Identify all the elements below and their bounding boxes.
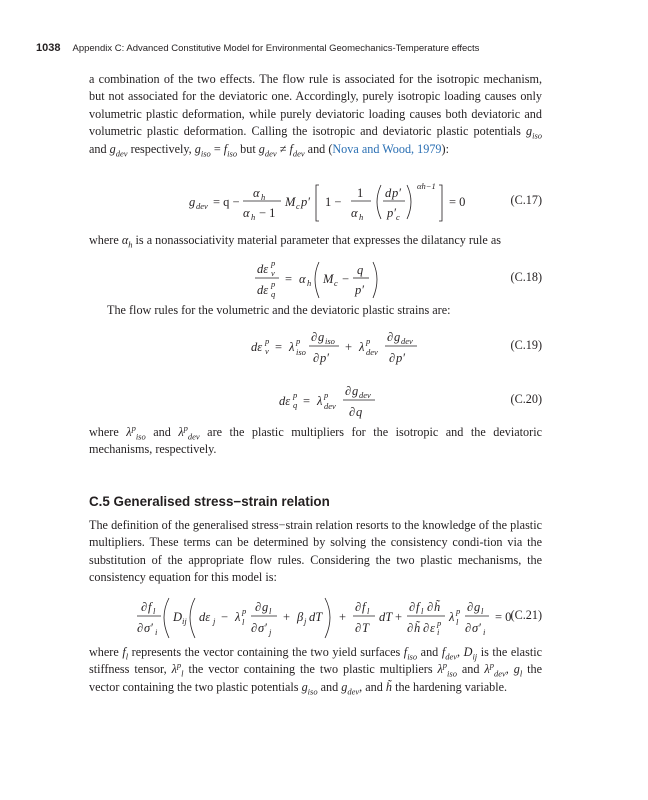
svg-text:p: p	[456, 606, 461, 616]
svg-text:= q −: = q −	[213, 195, 240, 209]
svg-text:∂: ∂	[407, 621, 414, 635]
svg-text:i: i	[483, 627, 486, 637]
svg-text:−: −	[221, 610, 229, 624]
citation-link[interactable]: Nova and Wood, 1979	[332, 141, 442, 156]
svg-text:=: =	[303, 394, 311, 408]
svg-text:ε: ε	[430, 621, 435, 635]
svg-text:q: q	[293, 400, 298, 410]
svg-text:+: +	[339, 610, 347, 624]
equation-c17-formula	[89, 177, 489, 223]
svg-text:∂: ∂	[349, 405, 356, 419]
svg-text:p: p	[366, 336, 371, 346]
svg-text:dε: dε	[257, 283, 269, 297]
svg-text:M: M	[323, 272, 334, 286]
svg-text:∂: ∂	[423, 621, 430, 635]
svg-text:dev: dev	[366, 347, 378, 357]
svg-text:dε: dε	[199, 610, 211, 624]
svg-text:v: v	[271, 268, 275, 278]
svg-text:p: p	[271, 279, 276, 289]
svg-text:l: l	[153, 606, 156, 616]
svg-text:β: β	[297, 610, 304, 624]
running-head	[36, 40, 596, 56]
svg-text:dε: dε	[257, 262, 269, 276]
svg-text:∂: ∂	[467, 600, 474, 614]
svg-text:q: q	[271, 289, 276, 299]
equation-c21	[89, 592, 542, 638]
svg-text:dev: dev	[196, 201, 208, 211]
svg-text:l: l	[456, 617, 459, 627]
svg-text:h: h	[251, 212, 256, 222]
paragraph-where-final: where $f_l$ represents the vector containing the two yield surfaces $f_{iso}$ and $f_{dev}$, $D_{ij}$ is the elastic stiffness tensor, $\lambda^p_l$ the vector containing the two plastic multipliers $\lambda^p_{iso}$ and $\lambda^p_{dev}$, $g_l$ the vector containing the two plastic potentials $g_{iso}$ and $g_{dev}$, and h̃ the hardening variable.	[89, 645, 543, 697]
svg-text:∂: ∂	[313, 351, 320, 365]
svg-text:λ: λ	[289, 340, 295, 354]
svg-text:h̃: h̃	[414, 621, 421, 635]
svg-text:∂: ∂	[355, 621, 362, 635]
svg-text:+: +	[395, 610, 403, 624]
equation-c17	[89, 177, 542, 223]
svg-text:− 1: − 1	[259, 206, 276, 220]
svg-text:p′: p′	[355, 283, 364, 297]
svg-text:σ′: σ′	[472, 621, 481, 635]
svg-text:σ′: σ′	[258, 621, 267, 635]
svg-text:p: p	[437, 618, 442, 628]
svg-text:g: g	[318, 330, 325, 344]
svg-text:p: p	[271, 258, 276, 268]
equation-c19	[89, 322, 542, 368]
svg-text:dev: dev	[359, 390, 371, 400]
svg-text:∂: ∂	[355, 600, 362, 614]
svg-text:f: f	[416, 600, 420, 614]
svg-text:∂: ∂	[389, 351, 396, 365]
svg-text:l: l	[367, 606, 370, 616]
paragraph-flow-rules: The flow rules for the volumetric and the deviatoric plastic strains are:	[107, 303, 451, 317]
running-title: Appendix C: Advanced Constitutive Model for Environmental Geomechanics-Temperature effects	[72, 43, 480, 54]
equation-c20	[89, 376, 542, 422]
svg-text:α: α	[243, 206, 250, 220]
svg-text:g: g	[352, 384, 359, 398]
svg-text:−: −	[342, 272, 350, 286]
svg-text:dev: dev	[324, 401, 336, 411]
svg-text:h̃: h̃	[434, 600, 441, 614]
svg-text:i: i	[155, 627, 158, 637]
svg-text:l: l	[242, 617, 245, 627]
svg-text:= 0: = 0	[449, 195, 466, 209]
svg-text:d: d	[385, 186, 392, 200]
svg-text:g: g	[474, 600, 481, 614]
svg-text:dev: dev	[401, 336, 413, 346]
svg-text:dT: dT	[309, 610, 323, 624]
svg-text:dε: dε	[279, 394, 291, 408]
svg-text:λ: λ	[235, 610, 241, 624]
paragraph-definition: The definition of the generalised stress−strain relation resorts to the knowledge of the plastic multipliers. These terms can be determined by solving the consistency condi-tion via the substitution of the appropriate flow rules. Considering the two plastic mechanisms, the consistency equation for this model is:	[89, 518, 542, 585]
svg-text:λ: λ	[317, 394, 323, 408]
svg-text:j: j	[304, 616, 307, 626]
svg-text:λ: λ	[449, 610, 455, 624]
equation-label: (C.21)	[510, 608, 542, 622]
svg-text:∂: ∂	[387, 330, 394, 344]
svg-text:T: T	[362, 621, 369, 635]
svg-text:iso: iso	[325, 336, 335, 346]
svg-text:p′: p′	[301, 195, 310, 209]
svg-text:g: g	[189, 195, 196, 209]
equation-label: (C.19)	[510, 338, 542, 352]
svg-text:j: j	[269, 627, 272, 637]
svg-text:∂: ∂	[251, 621, 258, 635]
svg-text:p′: p′	[396, 351, 405, 365]
equation-c21-formula	[89, 592, 512, 638]
svg-text:λ: λ	[359, 340, 365, 354]
svg-text:+: +	[345, 340, 353, 354]
svg-text:p: p	[265, 336, 270, 346]
svg-text:∂: ∂	[141, 600, 148, 614]
svg-text:p′: p′	[392, 186, 401, 200]
svg-text:p: p	[324, 390, 329, 400]
svg-text:p′: p′	[387, 206, 396, 220]
svg-text:h: h	[359, 212, 364, 222]
svg-text:∂: ∂	[137, 621, 144, 635]
svg-text:c: c	[396, 212, 400, 222]
equation-c19-formula	[89, 322, 419, 368]
svg-text:l: l	[481, 606, 484, 616]
svg-text:+: +	[283, 610, 291, 624]
svg-text:g: g	[262, 600, 269, 614]
svg-text:iso: iso	[296, 347, 306, 357]
svg-text:l: l	[421, 606, 424, 616]
equation-c18	[89, 254, 542, 300]
svg-text:1 −: 1 −	[325, 195, 342, 209]
svg-text:h: h	[261, 192, 266, 202]
svg-text:=: =	[285, 272, 293, 286]
svg-text:∂: ∂	[465, 621, 472, 635]
paragraph-multipliers: where $\lambda^p_{iso}$ and $\lambda^p_{dev}$ are the plastic multipliers for the isotropic and the deviatoric mechanisms, respectively.	[89, 422, 542, 457]
svg-text:M: M	[285, 195, 296, 209]
svg-text:=: =	[275, 340, 283, 354]
svg-text:f: f	[362, 600, 366, 614]
svg-text:q: q	[357, 263, 364, 277]
svg-text:c: c	[334, 278, 338, 288]
svg-text:∂: ∂	[427, 600, 434, 614]
page-number: 1038	[36, 42, 61, 54]
svg-text:p′: p′	[320, 351, 329, 365]
svg-text:D: D	[173, 610, 183, 624]
svg-text:q: q	[356, 405, 363, 419]
svg-text:α: α	[253, 186, 260, 200]
svg-text:ij: ij	[182, 616, 187, 626]
equation-label: (C.17)	[510, 193, 542, 207]
paragraph-intro: a combination of the two effects. The flow rule is associated for the isotropic mechanism, but not associated for the deviatoric one. Accordingly, purely isotropic loading causes only volumetric plastic deformation, while purely deviatoric loading causes both deviatoric and volumetric plastic deformation. Calling the isotropic and deviatoric plastic potentials $g_{iso}$ and $g_{dev}$ respectively, $g_{iso} = f_{iso}$ but $g_{dev} \ne f_{dev}$ and (Nova and Wood, 1979):	[89, 72, 542, 159]
svg-text:∂: ∂	[311, 330, 318, 344]
svg-text:dT: dT	[379, 610, 393, 624]
svg-text:p: p	[293, 390, 298, 400]
svg-text:dε: dε	[251, 340, 263, 354]
svg-text:αh−1: αh−1	[417, 181, 436, 191]
svg-text:∂: ∂	[255, 600, 262, 614]
svg-text:α: α	[299, 272, 306, 286]
svg-text:σ′: σ′	[144, 621, 153, 635]
svg-text:h: h	[307, 278, 312, 288]
paragraph-alpha: where $\alpha_h$ is a nonassociativity material parameter that expresses the dilatancy rule as	[89, 233, 502, 250]
svg-text:c: c	[296, 201, 300, 211]
section-heading: C.5 Generalised stress−strain relation	[89, 494, 330, 509]
svg-text:f: f	[148, 600, 152, 614]
equation-c18-formula	[89, 254, 389, 300]
svg-text:∂: ∂	[409, 600, 416, 614]
svg-text:l: l	[269, 606, 272, 616]
svg-text:1: 1	[357, 186, 364, 200]
svg-text:= 0: = 0	[495, 610, 512, 624]
svg-text:v: v	[265, 346, 269, 356]
svg-text:g: g	[394, 330, 401, 344]
equation-c20-formula	[89, 376, 389, 422]
svg-text:∂: ∂	[345, 384, 352, 398]
svg-text:p: p	[296, 336, 301, 346]
equation-label: (C.18)	[510, 270, 542, 284]
svg-text:i: i	[437, 627, 440, 637]
svg-text:α: α	[351, 206, 358, 220]
svg-text:j: j	[213, 616, 216, 626]
equation-label: (C.20)	[510, 392, 542, 406]
svg-text:p: p	[242, 606, 247, 616]
